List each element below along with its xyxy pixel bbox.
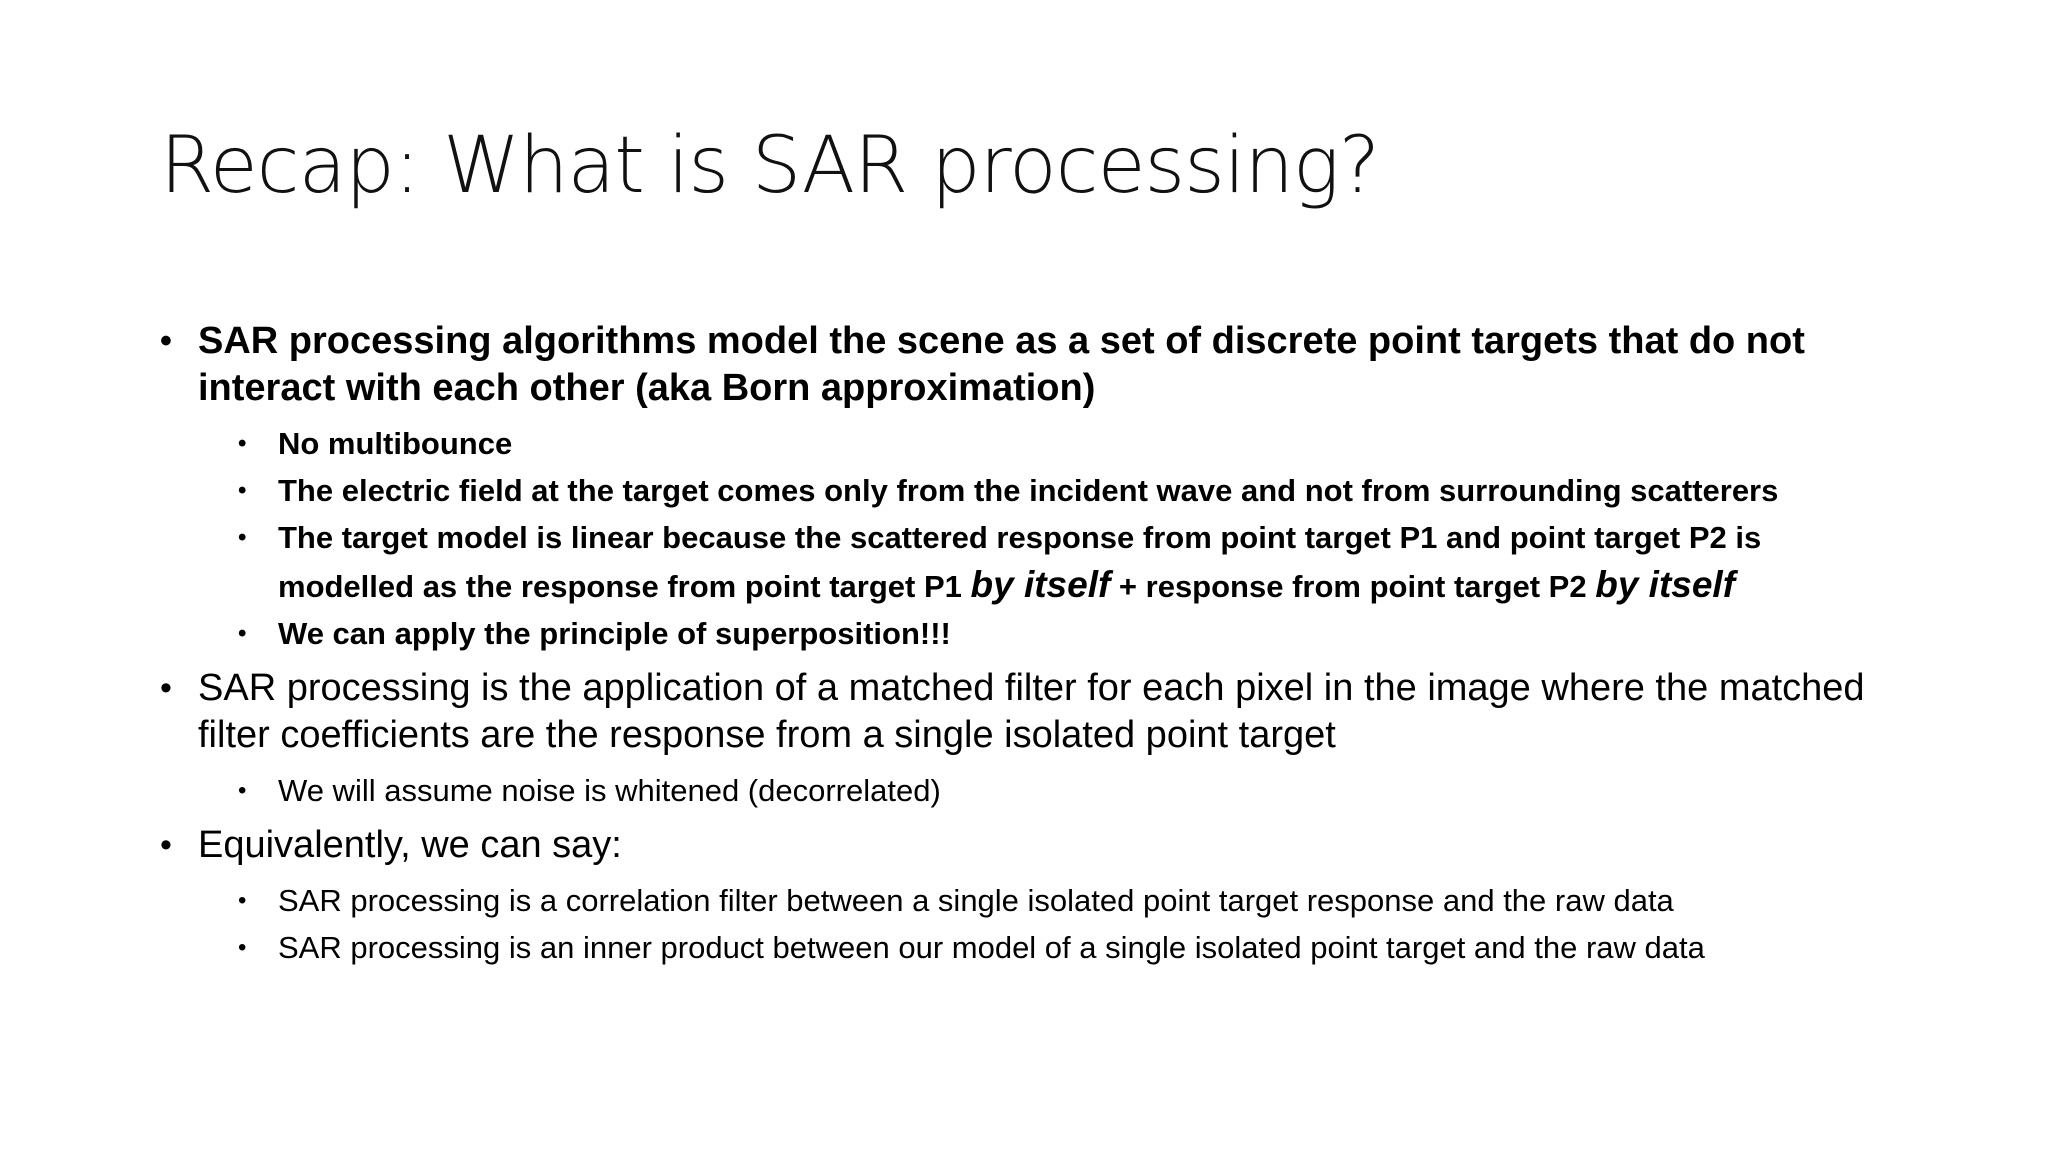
bullet-matched-filter (160, 665, 1900, 759)
emphasis-by-itself: by itself (1595, 564, 1736, 605)
sub-bullet-text: We can apply the principle of superposition!!! (278, 616, 951, 651)
slide-title: Recap: What is SAR processing? (160, 121, 1380, 211)
sub-bullet-linear-model (238, 514, 1900, 610)
bullet-glyph: • (238, 934, 247, 961)
sub-bullet-no-multibounce (238, 420, 1900, 467)
bullet-text: Equivalently, we can say: (198, 824, 622, 866)
bullet-glyph: • (160, 826, 172, 864)
bullet-text: SAR processing algorithms model the scene as a set of discrete point targets that do not interact with each other (aka Born approximation) (198, 320, 1805, 409)
bullet-glyph: • (238, 430, 247, 457)
sub-bullet-text-part1: The target model is linear because the scattered response from point target P1 and point target P2 is modelled as the response from point target P1 (278, 520, 1762, 604)
sub-bullet-text: The electric field at the target comes only from the incident wave and not from surrounding scatterers (278, 473, 1779, 508)
bullet-glyph: • (238, 887, 247, 914)
bullet-glyph: • (238, 477, 247, 504)
bullet-glyph: • (238, 777, 247, 804)
bullet-glyph: • (160, 669, 172, 707)
bullet-glyph: • (238, 524, 247, 551)
sub-bullet-superposition (238, 610, 1900, 657)
emphasis-by-itself: by itself (970, 564, 1111, 605)
bullet-born-approximation (160, 318, 1900, 412)
sub-bullet-correlation-filter (238, 877, 1900, 924)
sub-bullet-whitened-noise (238, 767, 1900, 814)
bullet-glyph: • (160, 322, 172, 360)
sub-bullet-text: We will assume noise is whitened (decorrelated) (278, 773, 941, 808)
sub-bullet-text: No multibounce (278, 426, 513, 461)
sub-bullet-electric-field (238, 467, 1900, 514)
bullet-equivalently (160, 822, 1900, 869)
sub-bullet-inner-product (238, 924, 1900, 971)
sub-bullet-text: SAR processing is an inner product between our model of a single isolated point target and the raw data (278, 930, 1705, 965)
bullet-glyph: • (238, 620, 247, 647)
sub-bullet-text: SAR processing is a correlation filter between a single isolated point target response and the raw data (278, 883, 1674, 918)
sub-bullet-text-part2: + response from point target P2 (1110, 569, 1596, 604)
bullet-text: SAR processing is the application of a matched filter for each pixel in the image where the matched filter coefficients are the response from a single isolated point target (198, 667, 1865, 756)
slide-body (160, 318, 1900, 971)
